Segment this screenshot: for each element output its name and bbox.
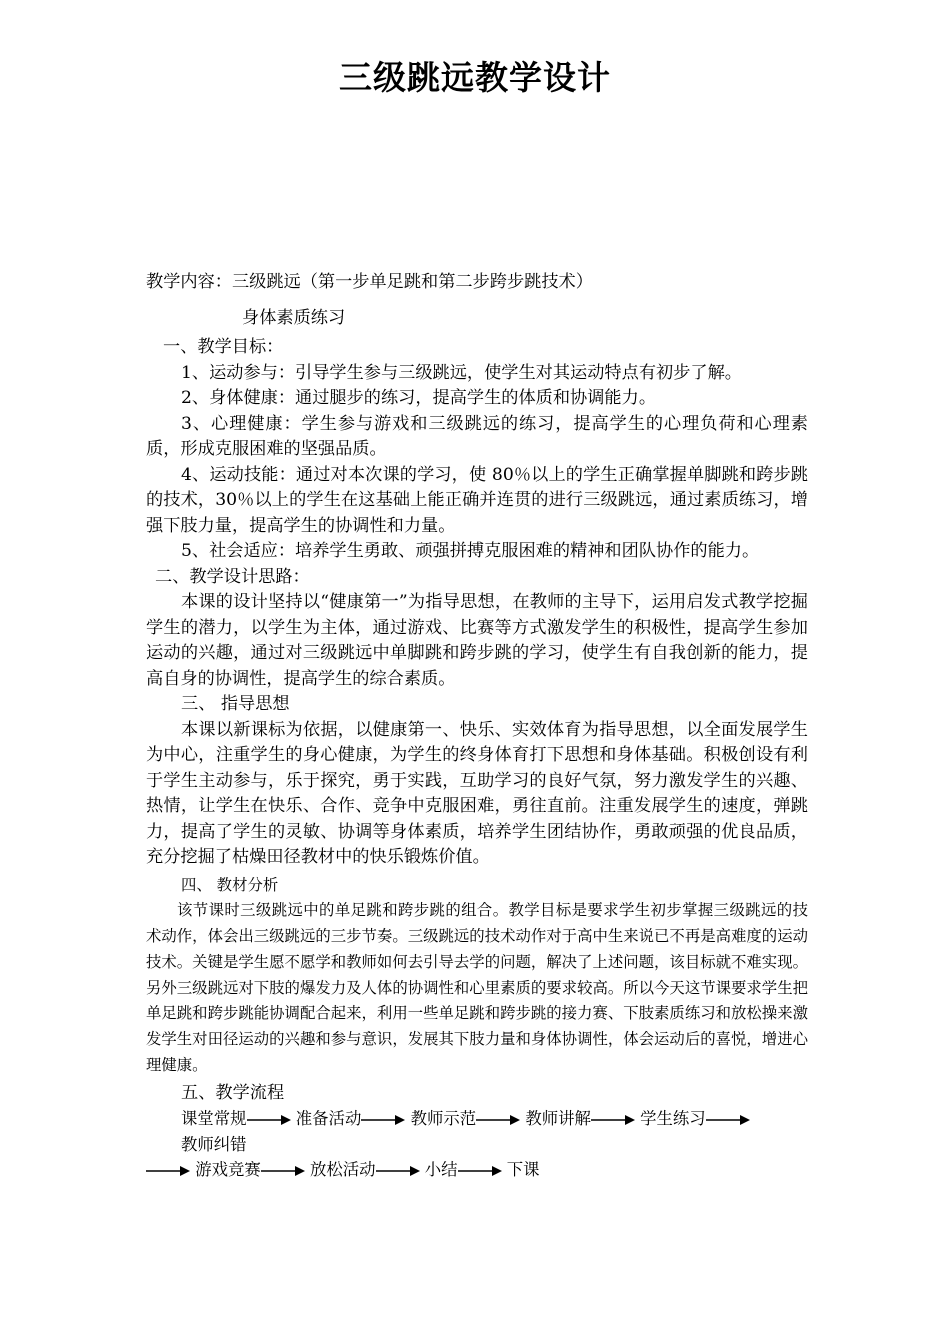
flow-step: 教师示范 (410, 1109, 477, 1129)
arrow-right-icon (591, 1114, 635, 1126)
arrow-right-icon (361, 1114, 405, 1126)
flow-step: 下课 (506, 1160, 540, 1180)
flow-step: 学生练习 (640, 1109, 706, 1129)
flow-step: 准备活动 (295, 1109, 362, 1129)
flow-step: 小结 (424, 1160, 458, 1180)
section-4-body: 该节课时三级跳远中的单足跳和跨步跳的组合。教学目标是要求学生初步掌握三级跳远的技术动作，体会出三级跳远的三步节奏。三级跳远的技术动作对于高中生来说已不再是高难度的运动技术。关键是学生愿不愿学和教师如何去引导去学的问题，解决了上述问题，该目标就不难实现。另外三级跳远对下肢的爆发力及人体的协调性和心里素质的要求较高。所以今天这节课要求学生把单足跳和跨步跳能协调配合起来，利用一些单足跳和跨步跳的接力赛、下肢素质练习和放松操来激发学生对田径运动的兴趣和参与意识，发展其下肢力量和身体协调性，体会运动后的喜悦，增进心理健康。 (146, 901, 808, 1075)
teaching-content-line: 教学内容：三级跳远（第一步单足跳和第二步跨步跳技术） (146, 272, 593, 292)
arrow-right-icon (706, 1114, 750, 1126)
arrow-right-icon (476, 1114, 520, 1126)
goal-item-4: 4、运动技能：通过对本次课的学习，使 80％以上的学生正确掌握单脚跳和跨步跳的技术，30％以上的学生在这基础上能正确并连贯的进行三级跳远，通过素质练习，增强下肢力量，提高学生的协调性和力量。 (146, 464, 808, 536)
flow-step: 课堂常规 (181, 1109, 247, 1129)
arrow-right-icon (146, 1165, 190, 1177)
arrow-right-icon (261, 1165, 305, 1177)
arrow-right-icon (458, 1165, 502, 1177)
goal-item-2: 2、身体健康：通过腿步的练习，提高学生的体质和协调能力。 (181, 388, 657, 408)
section-1-heading: 一、教学目标： (163, 337, 284, 357)
document-body (146, 270, 808, 1183)
goal-item-3: 3、心理健康：学生参与游戏和三级跳远的练习，提高学生的心理负荷和心理素质，形成克服困难的坚强品质。 (146, 413, 808, 459)
section-2-body: 本课的设计坚持以“健康第一”为指导思想，在教师的主导下，运用启发式教学挖掘学生的潜力，以学生为主体，通过游戏、比赛等方式激发学生的积极性，提高学生参加运动的兴趣，通过对三级跳远中单脚跳和跨步跳的学习，使学生有自我创新的能力，提高自身的协调性，提高学生的综合素质。 (146, 592, 808, 689)
teaching-flow (146, 1106, 808, 1157)
goal-item-1: 1、运动参与：引导学生参与三级跳远，使学生对其运动特点有初步了解。 (181, 362, 742, 383)
section-4-heading: 四、 教材分析 (181, 875, 279, 894)
flow-step: 游戏竞赛 (195, 1160, 261, 1180)
section-5-heading: 五、教学流程 (181, 1082, 285, 1103)
document-title: 三级跳远教学设计 (339, 58, 611, 97)
section-2-heading: 二、教学设计思路： (155, 566, 310, 587)
teaching-content-sub: 身体素质练习 (242, 307, 346, 328)
flow-step: 放松活动 (310, 1160, 376, 1180)
goal-item-5: 5、社会适应：培养学生勇敢、顽强拼搏克服困难的精神和团队协作的能力。 (181, 541, 760, 561)
teaching-flow-line-2 (146, 1157, 808, 1183)
flow-step: 教师讲解 (525, 1109, 591, 1129)
section-3-heading: 三、 指导思想 (181, 694, 290, 714)
arrow-right-icon (247, 1114, 291, 1126)
flow-step: 教师纠错 (181, 1134, 247, 1154)
section-3-body: 本课以新课标为依据，以健康第一、快乐、实效体育为指导思想，以全面发展学生为中心，注重学生的身心健康，为学生的终身体育打下思想和身体基础。积极创设有利于学生主动参与，乐于探究，勇于实践，互助学习的良好气氛，努力激发学生的兴趣、热情，让学生在快乐、合作、竞争中克服困难，勇往直前。注重发展学生的速度，弹跳力，提高了学生的灵敏、协调等身体素质，培养学生团结协作，勇敢顽强的优良品质，充分挖掘了枯燥田径教材中的快乐锻炼价值。 (146, 719, 808, 867)
arrow-right-icon (376, 1165, 420, 1177)
